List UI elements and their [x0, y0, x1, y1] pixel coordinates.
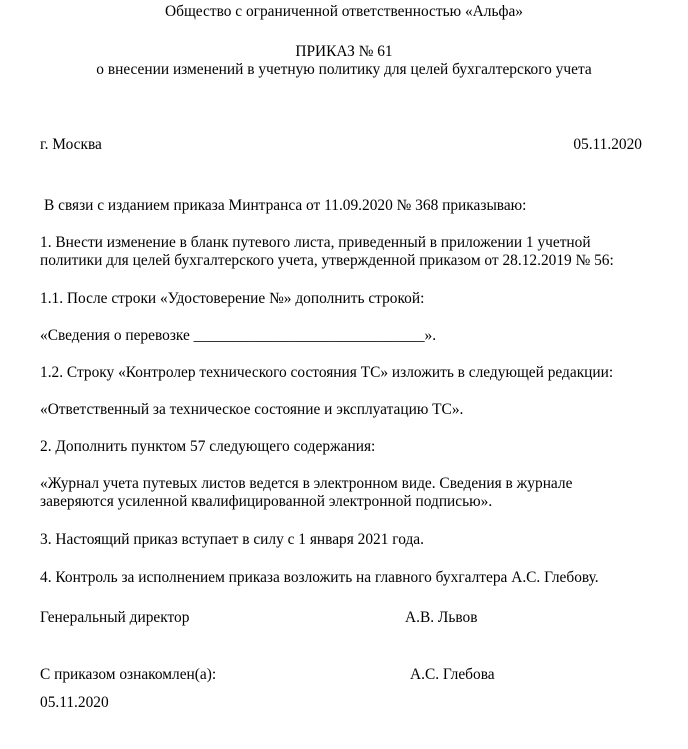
director-position: Генеральный директор: [40, 609, 190, 626]
item-4: 4. Контроль за исполнением приказа возложить на главного бухгалтера А.С. Глебову.: [40, 569, 599, 586]
item-2-text-line-2: заверяются усиленной квалифицированной электронной подписью».: [40, 493, 493, 510]
acknowledged-date: 05.11.2020: [40, 694, 109, 711]
item-1-1-text: «Сведения о перевозке ______________________________».: [40, 327, 437, 344]
city: г. Москва: [40, 136, 102, 153]
item-1-line-1: 1. Внести изменение в бланк путевого листа, приведенный в приложении 1 учетной: [40, 234, 591, 251]
item-2: 2. Дополнить пунктом 57 следующего содержания:: [40, 438, 376, 455]
item-2-text-line-1: «Журнал учета путевых листов ведется в электронном виде. Сведения в журнале: [40, 475, 573, 492]
item-1-1: 1.1. После строки «Удостоверение №» дополнить строкой:: [40, 290, 425, 307]
item-3: 3. Настоящий приказ вступает в силу с 1 января 2021 года.: [40, 531, 424, 548]
item-1-2-text: «Ответственный за техническое состояние и эксплуатацию ТС».: [40, 401, 464, 418]
item-1-2: 1.2. Строку «Контролер технического состояния ТС» изложить в следующей редакции:: [40, 364, 614, 381]
order-date: 05.11.2020: [573, 136, 642, 153]
director-name: А.В. Львов: [405, 609, 478, 626]
acknowledged-name: А.С. Глебова: [410, 666, 495, 683]
order-title: ПРИКАЗ № 61: [295, 43, 393, 60]
item-1-line-2: политики для целей бухгалтерского учета, утвержденной приказом от 28.12.2019 № 56:: [40, 252, 614, 269]
order-subject: о внесении изменений в учетную политику для целей бухгалтерского учета: [96, 61, 592, 78]
preamble: В связи с изданием приказа Минтранса от 11.09.2020 № 368 приказываю:: [44, 197, 527, 214]
acknowledged-label: С приказом ознакомлен(а):: [40, 666, 217, 683]
organization-name: Общество с ограниченной ответственностью «Альфа»: [165, 3, 523, 20]
